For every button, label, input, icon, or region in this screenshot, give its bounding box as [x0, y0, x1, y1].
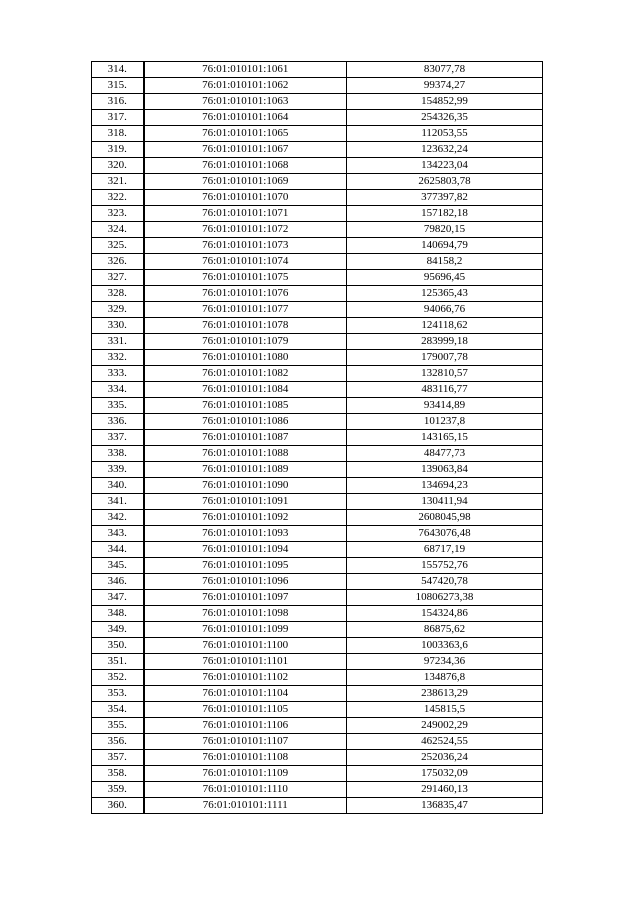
row-number-cell: 332. — [92, 350, 144, 366]
cadastral-value-cell: 2625803,78 — [347, 174, 543, 190]
cadastral-value-cell: 140694,79 — [347, 238, 543, 254]
cadastral-value-cell: 291460,13 — [347, 782, 543, 798]
table-row — [92, 606, 543, 622]
cadastral-number-cell: 76:01:010101:1111 — [144, 798, 347, 814]
cadastral-value-cell: 252036,24 — [347, 750, 543, 766]
row-number-cell: 315. — [92, 78, 144, 94]
row-number-cell: 333. — [92, 366, 144, 382]
row-number-cell: 334. — [92, 382, 144, 398]
cadastral-value-cell: 97234,36 — [347, 654, 543, 670]
cadastral-value-cell: 2608045,98 — [347, 510, 543, 526]
table-row — [92, 126, 543, 142]
row-number-cell: 325. — [92, 238, 144, 254]
cadastral-value-cell: 101237,8 — [347, 414, 543, 430]
row-number-cell: 348. — [92, 606, 144, 622]
row-number-cell: 355. — [92, 718, 144, 734]
cadastral-number-cell: 76:01:010101:1085 — [144, 398, 347, 414]
table-row — [92, 302, 543, 318]
cadastral-number-cell: 76:01:010101:1099 — [144, 622, 347, 638]
row-number-cell: 331. — [92, 334, 144, 350]
cadastral-number-cell: 76:01:010101:1106 — [144, 718, 347, 734]
cadastral-number-cell: 76:01:010101:1086 — [144, 414, 347, 430]
cadastral-number-cell: 76:01:010101:1071 — [144, 206, 347, 222]
table-row — [92, 782, 543, 798]
row-number-cell: 322. — [92, 190, 144, 206]
row-number-cell: 324. — [92, 222, 144, 238]
row-number-cell: 349. — [92, 622, 144, 638]
cadastral-number-cell: 76:01:010101:1094 — [144, 542, 347, 558]
table-row — [92, 238, 543, 254]
cadastral-number-cell: 76:01:010101:1065 — [144, 126, 347, 142]
table-row — [92, 718, 543, 734]
row-number-cell: 338. — [92, 446, 144, 462]
cadastral-number-cell: 76:01:010101:1093 — [144, 526, 347, 542]
table-row — [92, 638, 543, 654]
table-row — [92, 622, 543, 638]
row-number-cell: 360. — [92, 798, 144, 814]
row-number-cell: 350. — [92, 638, 144, 654]
row-number-cell: 335. — [92, 398, 144, 414]
cadastral-number-cell: 76:01:010101:1080 — [144, 350, 347, 366]
row-number-cell: 319. — [92, 142, 144, 158]
cadastral-number-cell: 76:01:010101:1077 — [144, 302, 347, 318]
table-row — [92, 430, 543, 446]
cadastral-value-table — [91, 61, 543, 814]
table-row — [92, 206, 543, 222]
table-row — [92, 190, 543, 206]
row-number-cell: 353. — [92, 686, 144, 702]
cadastral-number-cell: 76:01:010101:1096 — [144, 574, 347, 590]
row-number-cell: 316. — [92, 94, 144, 110]
cadastral-value-cell: 238613,29 — [347, 686, 543, 702]
cadastral-value-cell: 86875,62 — [347, 622, 543, 638]
cadastral-number-cell: 76:01:010101:1108 — [144, 750, 347, 766]
row-number-cell: 336. — [92, 414, 144, 430]
table-row — [92, 574, 543, 590]
cadastral-number-cell: 76:01:010101:1110 — [144, 782, 347, 798]
row-number-cell: 329. — [92, 302, 144, 318]
cadastral-value-cell: 157182,18 — [347, 206, 543, 222]
table-row — [92, 558, 543, 574]
cadastral-value-cell: 112053,55 — [347, 126, 543, 142]
row-number-cell: 358. — [92, 766, 144, 782]
cadastral-number-cell: 76:01:010101:1109 — [144, 766, 347, 782]
cadastral-number-cell: 76:01:010101:1090 — [144, 478, 347, 494]
cadastral-number-cell: 76:01:010101:1067 — [144, 142, 347, 158]
row-number-cell: 340. — [92, 478, 144, 494]
cadastral-number-cell: 76:01:010101:1098 — [144, 606, 347, 622]
cadastral-value-cell: 547420,78 — [347, 574, 543, 590]
cadastral-value-cell: 143165,15 — [347, 430, 543, 446]
cadastral-value-cell: 134876,8 — [347, 670, 543, 686]
cadastral-number-cell: 76:01:010101:1068 — [144, 158, 347, 174]
cadastral-value-cell: 155752,76 — [347, 558, 543, 574]
table-row — [92, 350, 543, 366]
row-number-cell: 352. — [92, 670, 144, 686]
table-row — [92, 366, 543, 382]
cadastral-value-cell: 145815,5 — [347, 702, 543, 718]
row-number-cell: 357. — [92, 750, 144, 766]
row-number-cell: 321. — [92, 174, 144, 190]
cadastral-value-cell: 462524,55 — [347, 734, 543, 750]
row-number-cell: 345. — [92, 558, 144, 574]
cadastral-number-cell: 76:01:010101:1061 — [144, 62, 347, 78]
cadastral-value-cell: 134694,23 — [347, 478, 543, 494]
row-number-cell: 342. — [92, 510, 144, 526]
cadastral-value-cell: 154852,99 — [347, 94, 543, 110]
cadastral-value-cell: 83077,78 — [347, 62, 543, 78]
cadastral-number-cell: 76:01:010101:1079 — [144, 334, 347, 350]
cadastral-value-cell: 179007,78 — [347, 350, 543, 366]
cadastral-value-cell: 68717,19 — [347, 542, 543, 558]
row-number-cell: 354. — [92, 702, 144, 718]
table-row — [92, 398, 543, 414]
cadastral-value-cell: 175032,09 — [347, 766, 543, 782]
cadastral-number-cell: 76:01:010101:1082 — [144, 366, 347, 382]
table-row — [92, 62, 543, 78]
cadastral-value-cell: 483116,77 — [347, 382, 543, 398]
cadastral-number-cell: 76:01:010101:1092 — [144, 510, 347, 526]
cadastral-number-cell: 76:01:010101:1104 — [144, 686, 347, 702]
table-row — [92, 158, 543, 174]
row-number-cell: 343. — [92, 526, 144, 542]
row-number-cell: 330. — [92, 318, 144, 334]
row-number-cell: 346. — [92, 574, 144, 590]
cadastral-value-cell: 139063,84 — [347, 462, 543, 478]
row-number-cell: 317. — [92, 110, 144, 126]
table-row — [92, 590, 543, 606]
row-number-cell: 323. — [92, 206, 144, 222]
table-row — [92, 670, 543, 686]
cadastral-value-cell: 93414,89 — [347, 398, 543, 414]
cadastral-value-cell: 136835,47 — [347, 798, 543, 814]
table-row — [92, 654, 543, 670]
cadastral-number-cell: 76:01:010101:1070 — [144, 190, 347, 206]
cadastral-number-cell: 76:01:010101:1064 — [144, 110, 347, 126]
cadastral-number-cell: 76:01:010101:1095 — [144, 558, 347, 574]
table-row — [92, 414, 543, 430]
cadastral-number-cell: 76:01:010101:1062 — [144, 78, 347, 94]
table-row — [92, 318, 543, 334]
table-row — [92, 110, 543, 126]
table-row — [92, 142, 543, 158]
cadastral-number-cell: 76:01:010101:1076 — [144, 286, 347, 302]
table-row — [92, 94, 543, 110]
row-number-cell: 314. — [92, 62, 144, 78]
table-row — [92, 382, 543, 398]
cadastral-number-cell: 76:01:010101:1105 — [144, 702, 347, 718]
table-row — [92, 334, 543, 350]
cadastral-value-cell: 249002,29 — [347, 718, 543, 734]
cadastral-number-cell: 76:01:010101:1091 — [144, 494, 347, 510]
cadastral-value-cell: 377397,82 — [347, 190, 543, 206]
row-number-cell: 320. — [92, 158, 144, 174]
cadastral-value-cell: 95696,45 — [347, 270, 543, 286]
cadastral-number-cell: 76:01:010101:1078 — [144, 318, 347, 334]
cadastral-value-cell: 130411,94 — [347, 494, 543, 510]
cadastral-value-cell: 154324,86 — [347, 606, 543, 622]
cadastral-value-cell: 7643076,48 — [347, 526, 543, 542]
cadastral-number-cell: 76:01:010101:1072 — [144, 222, 347, 238]
cadastral-value-cell: 254326,35 — [347, 110, 543, 126]
table-row — [92, 270, 543, 286]
cadastral-number-cell: 76:01:010101:1087 — [144, 430, 347, 446]
cadastral-value-cell: 134223,04 — [347, 158, 543, 174]
cadastral-value-cell: 48477,73 — [347, 446, 543, 462]
row-number-cell: 337. — [92, 430, 144, 446]
cadastral-value-cell: 1003363,6 — [347, 638, 543, 654]
table-row — [92, 510, 543, 526]
row-number-cell: 347. — [92, 590, 144, 606]
row-number-cell: 341. — [92, 494, 144, 510]
table-row — [92, 798, 543, 814]
cadastral-number-cell: 76:01:010101:1069 — [144, 174, 347, 190]
cadastral-value-cell: 125365,43 — [347, 286, 543, 302]
table-row — [92, 222, 543, 238]
cadastral-value-cell: 99374,27 — [347, 78, 543, 94]
row-number-cell: 356. — [92, 734, 144, 750]
row-number-cell: 344. — [92, 542, 144, 558]
row-number-cell: 339. — [92, 462, 144, 478]
row-number-cell: 359. — [92, 782, 144, 798]
table-row — [92, 478, 543, 494]
table-row — [92, 286, 543, 302]
row-number-cell: 328. — [92, 286, 144, 302]
table-row — [92, 734, 543, 750]
cadastral-number-cell: 76:01:010101:1074 — [144, 254, 347, 270]
cadastral-number-cell: 76:01:010101:1084 — [144, 382, 347, 398]
cadastral-number-cell: 76:01:010101:1073 — [144, 238, 347, 254]
table-row — [92, 446, 543, 462]
table-row — [92, 494, 543, 510]
row-number-cell: 326. — [92, 254, 144, 270]
cadastral-value-cell: 79820,15 — [347, 222, 543, 238]
cadastral-number-cell: 76:01:010101:1089 — [144, 462, 347, 478]
cadastral-number-cell: 76:01:010101:1100 — [144, 638, 347, 654]
table-row — [92, 686, 543, 702]
cadastral-value-cell: 10806273,38 — [347, 590, 543, 606]
cadastral-number-cell: 76:01:010101:1097 — [144, 590, 347, 606]
table-row — [92, 526, 543, 542]
cadastral-value-cell: 84158,2 — [347, 254, 543, 270]
table-row — [92, 750, 543, 766]
cadastral-number-cell: 76:01:010101:1088 — [144, 446, 347, 462]
cadastral-value-cell: 132810,57 — [347, 366, 543, 382]
table-body — [92, 62, 543, 814]
cadastral-number-cell: 76:01:010101:1063 — [144, 94, 347, 110]
cadastral-number-cell: 76:01:010101:1102 — [144, 670, 347, 686]
cadastral-number-cell: 76:01:010101:1101 — [144, 654, 347, 670]
table-row — [92, 702, 543, 718]
table-row — [92, 542, 543, 558]
row-number-cell: 327. — [92, 270, 144, 286]
table-row — [92, 254, 543, 270]
cadastral-value-cell: 124118,62 — [347, 318, 543, 334]
cadastral-number-cell: 76:01:010101:1107 — [144, 734, 347, 750]
table-row — [92, 766, 543, 782]
cadastral-value-cell: 123632,24 — [347, 142, 543, 158]
cadastral-value-cell: 283999,18 — [347, 334, 543, 350]
cadastral-number-cell: 76:01:010101:1075 — [144, 270, 347, 286]
row-number-cell: 351. — [92, 654, 144, 670]
table-row — [92, 462, 543, 478]
cadastral-value-cell: 94066,76 — [347, 302, 543, 318]
table-row — [92, 174, 543, 190]
table-row — [92, 78, 543, 94]
row-number-cell: 318. — [92, 126, 144, 142]
